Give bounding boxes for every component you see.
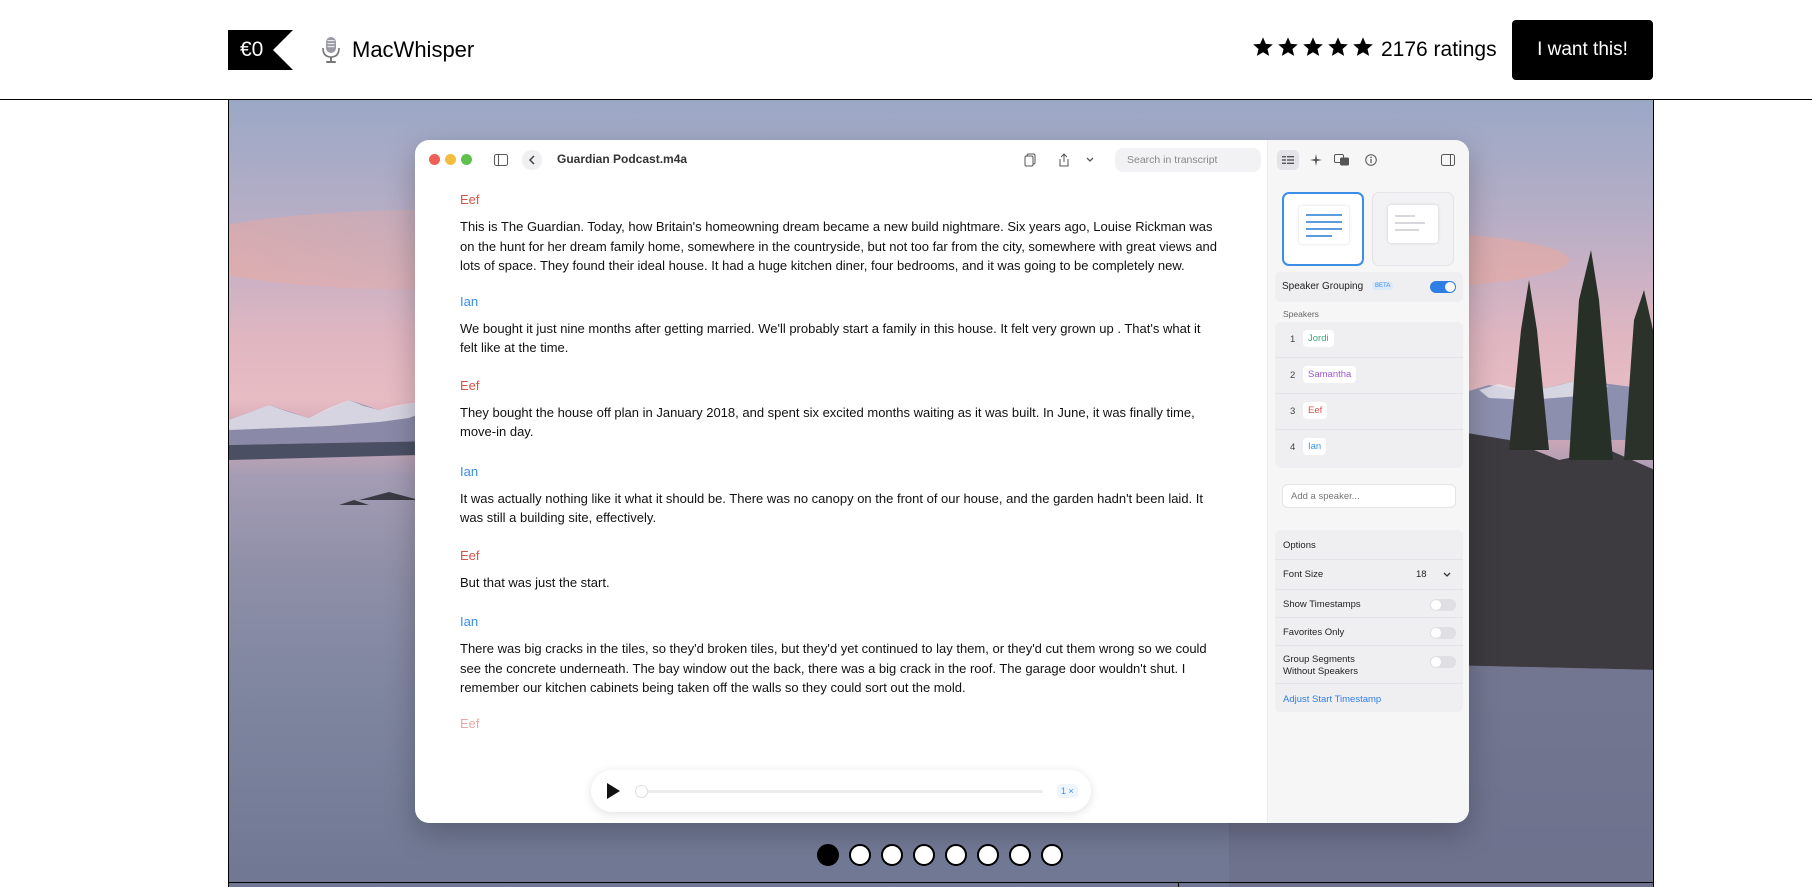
speaker-number: 3 — [1290, 406, 1296, 417]
speaker-chip[interactable]: Jordi — [1303, 330, 1334, 347]
star-icon — [1277, 36, 1299, 58]
ratings-count[interactable]: 2176 ratings — [1381, 38, 1497, 61]
transcript — [460, 192, 1220, 741]
show-timestamps-label: Show Timestamps — [1283, 599, 1361, 610]
layout-list-preview — [1299, 206, 1349, 244]
transcript-segment-text[interactable]: But that was just the start. — [460, 574, 610, 590]
show-timestamps-row — [1275, 590, 1463, 618]
layout-option-compact[interactable] — [1372, 192, 1454, 266]
group-segments-label-line: Without Speakers — [1283, 666, 1358, 677]
options-heading: Options — [1283, 540, 1316, 551]
speaker-name[interactable]: Ian — [460, 293, 479, 309]
font-size-value[interactable]: 18 — [1416, 569, 1427, 580]
product-header — [0, 0, 1812, 100]
minimize-window-button[interactable] — [445, 154, 456, 165]
playback-speed[interactable]: 1 × — [1057, 784, 1078, 798]
price-tag-notch — [273, 30, 293, 70]
speaker-name[interactable]: Eef — [460, 547, 480, 563]
product-preview — [228, 100, 1654, 887]
speaker-chip[interactable]: Eef — [1303, 402, 1327, 419]
carousel-dots — [817, 844, 1063, 866]
transcript-segment-text[interactable]: It was actually nothing like it what it should be. There was no canopy on the front of our house, and the garden hadn't been laid. It was still a building site, effectively. — [460, 490, 1203, 525]
playback-knob[interactable] — [635, 785, 648, 798]
transcript-segment-text[interactable]: They bought the house off plan in January 2018, and spent six excited months waiting as it was built. In June, it was finally time, move-in day. — [460, 404, 1195, 439]
group-segments-toggle[interactable] — [1430, 656, 1456, 668]
carousel-dot[interactable] — [1009, 844, 1031, 866]
speaker-row[interactable] — [1275, 358, 1463, 394]
group-segments-label — [1283, 654, 1358, 678]
layout-option-list[interactable] — [1282, 192, 1364, 266]
speaker-row[interactable] — [1275, 430, 1463, 466]
product-name[interactable]: MacWhisper — [352, 37, 475, 62]
sidebar-toggle-icon[interactable] — [491, 150, 511, 170]
options-panel — [1275, 530, 1463, 712]
speaker-row[interactable] — [1275, 322, 1463, 358]
carousel-dot[interactable] — [977, 844, 999, 866]
font-size-row — [1275, 560, 1463, 590]
transcript-segment-text[interactable]: This is The Guardian. Today, how Britain's homeowning dream became a new build nightmare. Six years ago, Louise Rickman was on the hunt for her dream family home, somewhere in the countryside, but not too far from the city, somewhere with great views and lots of space. They found their ideal house. It had a huge kitchen diner, four bedrooms, and it was going to be completely new. — [460, 219, 1218, 273]
speaker-grouping-row — [1275, 272, 1463, 302]
star-icon — [1327, 36, 1349, 58]
speaker-row[interactable] — [1275, 394, 1463, 430]
speaker-name[interactable]: Eef — [460, 377, 480, 393]
speaker-name[interactable]: Eef — [460, 715, 480, 731]
show-timestamps-toggle[interactable] — [1430, 599, 1456, 611]
speaker-number: 1 — [1290, 334, 1296, 345]
carousel-dot[interactable] — [881, 844, 903, 866]
speaker-number: 2 — [1290, 370, 1296, 381]
font-size-label: Font Size — [1283, 569, 1324, 580]
carousel-dot[interactable] — [945, 844, 967, 866]
carousel-dot[interactable] — [1041, 844, 1063, 866]
speaker-list — [1275, 322, 1463, 468]
favorites-only-label: Favorites Only — [1283, 627, 1345, 638]
back-icon[interactable] — [522, 150, 542, 170]
star-icon — [1352, 36, 1374, 58]
i-want-this-button[interactable]: I want this! — [1512, 20, 1653, 80]
rating-stars — [1252, 36, 1374, 58]
speakers-heading: Speakers — [1283, 309, 1319, 319]
ai-sparkle-icon[interactable] — [1307, 150, 1325, 170]
speaker-chip[interactable]: Samantha — [1303, 366, 1356, 383]
carousel-dot[interactable] — [817, 844, 839, 866]
options-header-row — [1275, 530, 1463, 560]
close-window-button[interactable] — [429, 154, 440, 165]
divider — [228, 882, 1654, 883]
audio-player — [591, 770, 1091, 812]
speaker-grouping-toggle[interactable] — [1430, 281, 1456, 293]
divider — [1178, 882, 1179, 887]
speaker-name[interactable]: Ian — [460, 463, 479, 479]
copy-icon[interactable] — [1020, 150, 1040, 170]
transcript-view-icon[interactable] — [1277, 150, 1299, 170]
group-segments-row — [1275, 646, 1463, 684]
star-icon — [1302, 36, 1324, 58]
beta-badge: BETA — [1372, 282, 1393, 290]
favorites-only-toggle[interactable] — [1430, 627, 1456, 639]
app-window — [415, 140, 1469, 823]
carousel-dot[interactable] — [913, 844, 935, 866]
speaker-name[interactable]: Eef — [460, 192, 480, 207]
inspector-sidebar — [1267, 140, 1469, 823]
carousel-dot[interactable] — [849, 844, 871, 866]
price-tag — [228, 30, 293, 70]
file-title: Guardian Podcast.m4a — [557, 152, 688, 166]
inspector-toggle-icon[interactable] — [1438, 150, 1458, 170]
adjust-start-timestamp-link[interactable]: Adjust Start Timestamp — [1283, 694, 1382, 705]
chevron-down-icon[interactable] — [1443, 572, 1451, 578]
speaker-grouping-label: Speaker Grouping — [1282, 281, 1364, 292]
speaker-number: 4 — [1290, 442, 1296, 453]
play-icon[interactable] — [607, 783, 620, 799]
layout-compact-preview — [1388, 205, 1438, 243]
chevron-down-icon[interactable] — [1080, 150, 1100, 170]
add-speaker-input[interactable]: Add a speaker... — [1282, 484, 1456, 508]
speaker-chip[interactable]: Ian — [1303, 438, 1326, 455]
share-icon[interactable] — [1054, 150, 1074, 170]
zoom-window-button[interactable] — [461, 154, 472, 165]
group-segments-label-line: Group Segments — [1283, 654, 1355, 665]
transcript-segment-text[interactable]: We bought it just nine months after getting married. We'll probably start a family in this house. It felt very grown up . That's what it felt like at the time. — [460, 320, 1201, 355]
speaker-name[interactable]: Ian — [460, 614, 479, 629]
star-icon — [1252, 36, 1274, 58]
transcript-segment-text[interactable]: There was big cracks in the tiles, so they'd broken tiles, but they'd yet continued to lay them, or they'd cut them wrong so we could see the concrete underneath. The bay window out the back, there was a big crack in the roof. The garage door wouldn't shut. I remember our kitchen cabinets being taken off the walls so they could sort out the mold. — [460, 641, 1207, 695]
microphone-icon — [320, 35, 342, 65]
favorites-only-row — [1275, 618, 1463, 646]
info-icon[interactable] — [1363, 150, 1379, 170]
search-transcript-input[interactable]: Search in transcript — [1115, 148, 1261, 172]
translate-icon[interactable] — [1332, 150, 1352, 170]
price-label: €0 — [228, 30, 273, 70]
playback-track[interactable] — [637, 790, 1043, 793]
